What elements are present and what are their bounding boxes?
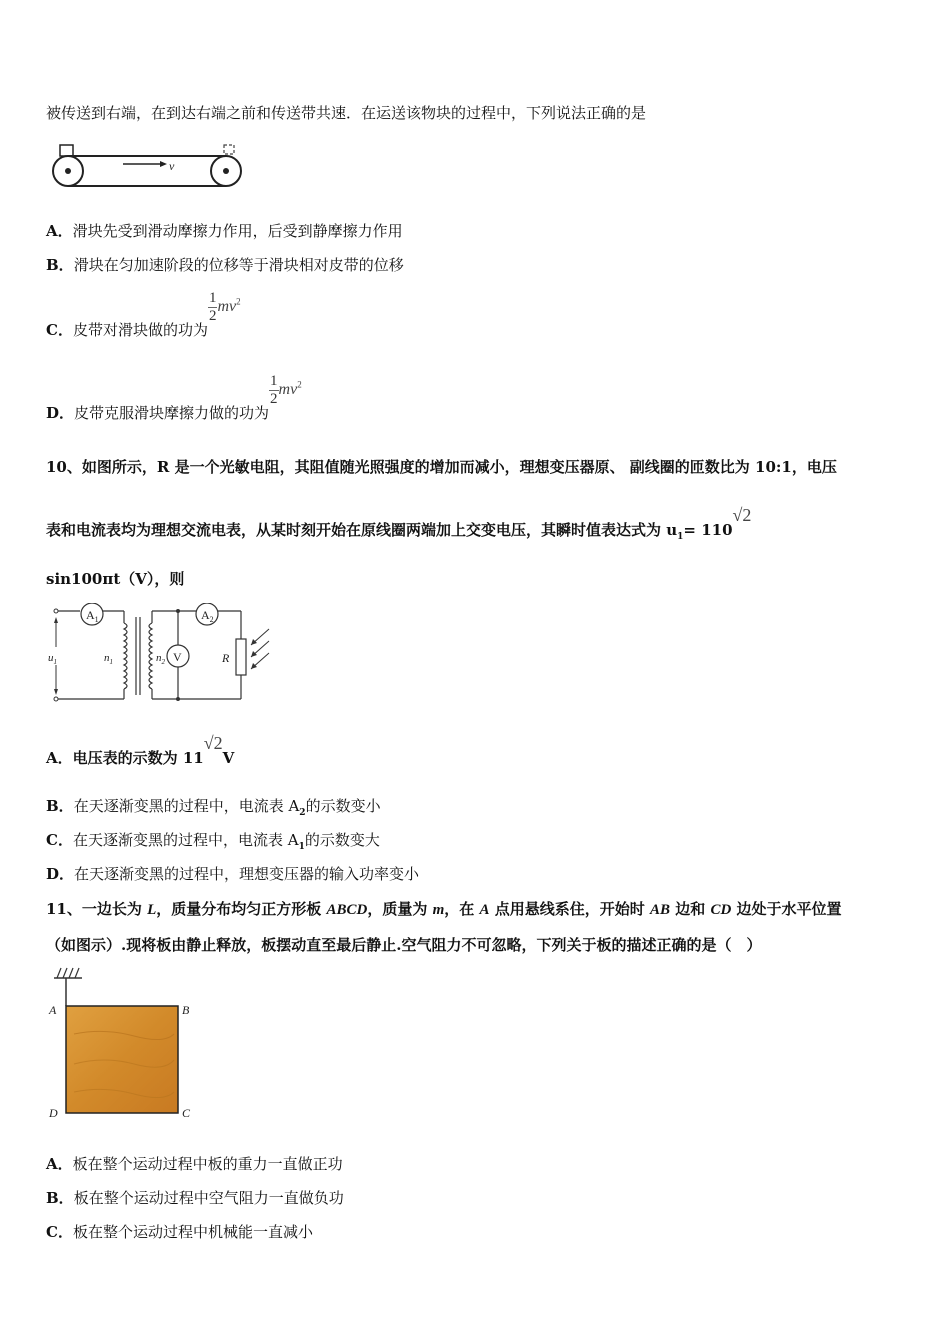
svg-text:D: D: [49, 1106, 58, 1120]
fraction-half: $\frac{1}{2}$: [270, 373, 278, 407]
q10-option-a: A．电压表的示数为 11√2V: [46, 733, 235, 767]
q11-option-b: B．板在整个运动过程中空气阻力一直做负功: [46, 1189, 344, 1207]
velocity-label: v: [169, 159, 175, 173]
sqrt-two: √2: [203, 733, 223, 753]
q9-option-c: C．皮带对滑块做的功为 $\frac{1}{2}$ $mv^2$: [46, 290, 241, 339]
photoresistor-r: [236, 639, 246, 675]
slider-block-right: [224, 145, 234, 154]
svg-text:n2: $n_2$: [156, 652, 165, 666]
q11-stem-line1: 11、一边长为 L，质量分布均匀正方形板 ABCD，质量为 m，在 A 点用悬线系住，开始时 AB 边和 CD 边处于水平位置: [46, 900, 842, 918]
q9-stem: 被传送到右端，在到达右端之前和传送带共速．在运送该物块的过程中，下列说法正确的是: [46, 104, 647, 122]
svg-text:A: A: [49, 1003, 57, 1017]
fraction-half: $\frac{1}{2}$: [208, 290, 217, 324]
q10-option-d: D．在天逐渐变黑的过程中，理想变压器的输入功率变小: [46, 865, 420, 883]
slider-block-left: [60, 145, 73, 156]
q10-option-c: C．在天逐渐变黑的过程中，电流表 $A_1$的示数变大: [46, 831, 380, 852]
conveyor-belt-figure: [48, 142, 248, 192]
q11-option-c: C．板在整个运动过程中机械能一直减小: [46, 1223, 313, 1241]
svg-text:A1: $A_1$: [86, 608, 99, 624]
square-board-figure: [44, 964, 204, 1124]
svg-text:B: B: [182, 1003, 190, 1017]
svg-text:u1: $u_1$: [48, 652, 57, 666]
q10-option-b: B．在天逐渐变黑的过程中，电流表 $A_2$的示数变小: [46, 797, 381, 818]
svg-text:R: R: [222, 651, 230, 665]
q9-option-b: B．滑块在匀加速阶段的位移等于滑块相对皮带的位移: [46, 256, 404, 274]
svg-text:A2: $A_2$: [201, 608, 214, 624]
q9-option-d: D．皮带克服滑块摩擦力做的功为 $\frac{1}{2}$ $mv^2$: [46, 373, 302, 422]
sqrt-two: √2: [732, 505, 752, 525]
q11-stem-line2: （如图示）.现将板由静止释放，板摆动直至最后静止.空气阻力不可忽略，下列关于板的描述正确的是（ ）: [46, 936, 762, 954]
q10-stem-line2: 表和电流表均为理想交流电表，从某时刻开始在原线圈两端加上交变电压，其瞬时值表达式为 $u_1= 110√2$: [46, 505, 752, 542]
transformer-circuit-figure: [44, 603, 284, 707]
q11-option-a: A．板在整个运动过程中板的重力一直做正功: [46, 1155, 343, 1173]
q10-stem-line3: sin100πt（V），则: [46, 570, 185, 588]
svg-text:n1: $n_1$: [104, 652, 113, 666]
svg-text:C: C: [182, 1106, 191, 1120]
svg-text:V: V: [173, 650, 182, 664]
q9-option-a: A．滑块先受到滑动摩擦力作用，后受到静摩擦力作用: [46, 222, 403, 240]
q10-stem-line1: 10、如图所示，R 是一个光敏电阻，其阻值随光照强度的增加而减小，理想变压器原、 副线圈的匝数比为 10:1，电压: [46, 458, 837, 476]
